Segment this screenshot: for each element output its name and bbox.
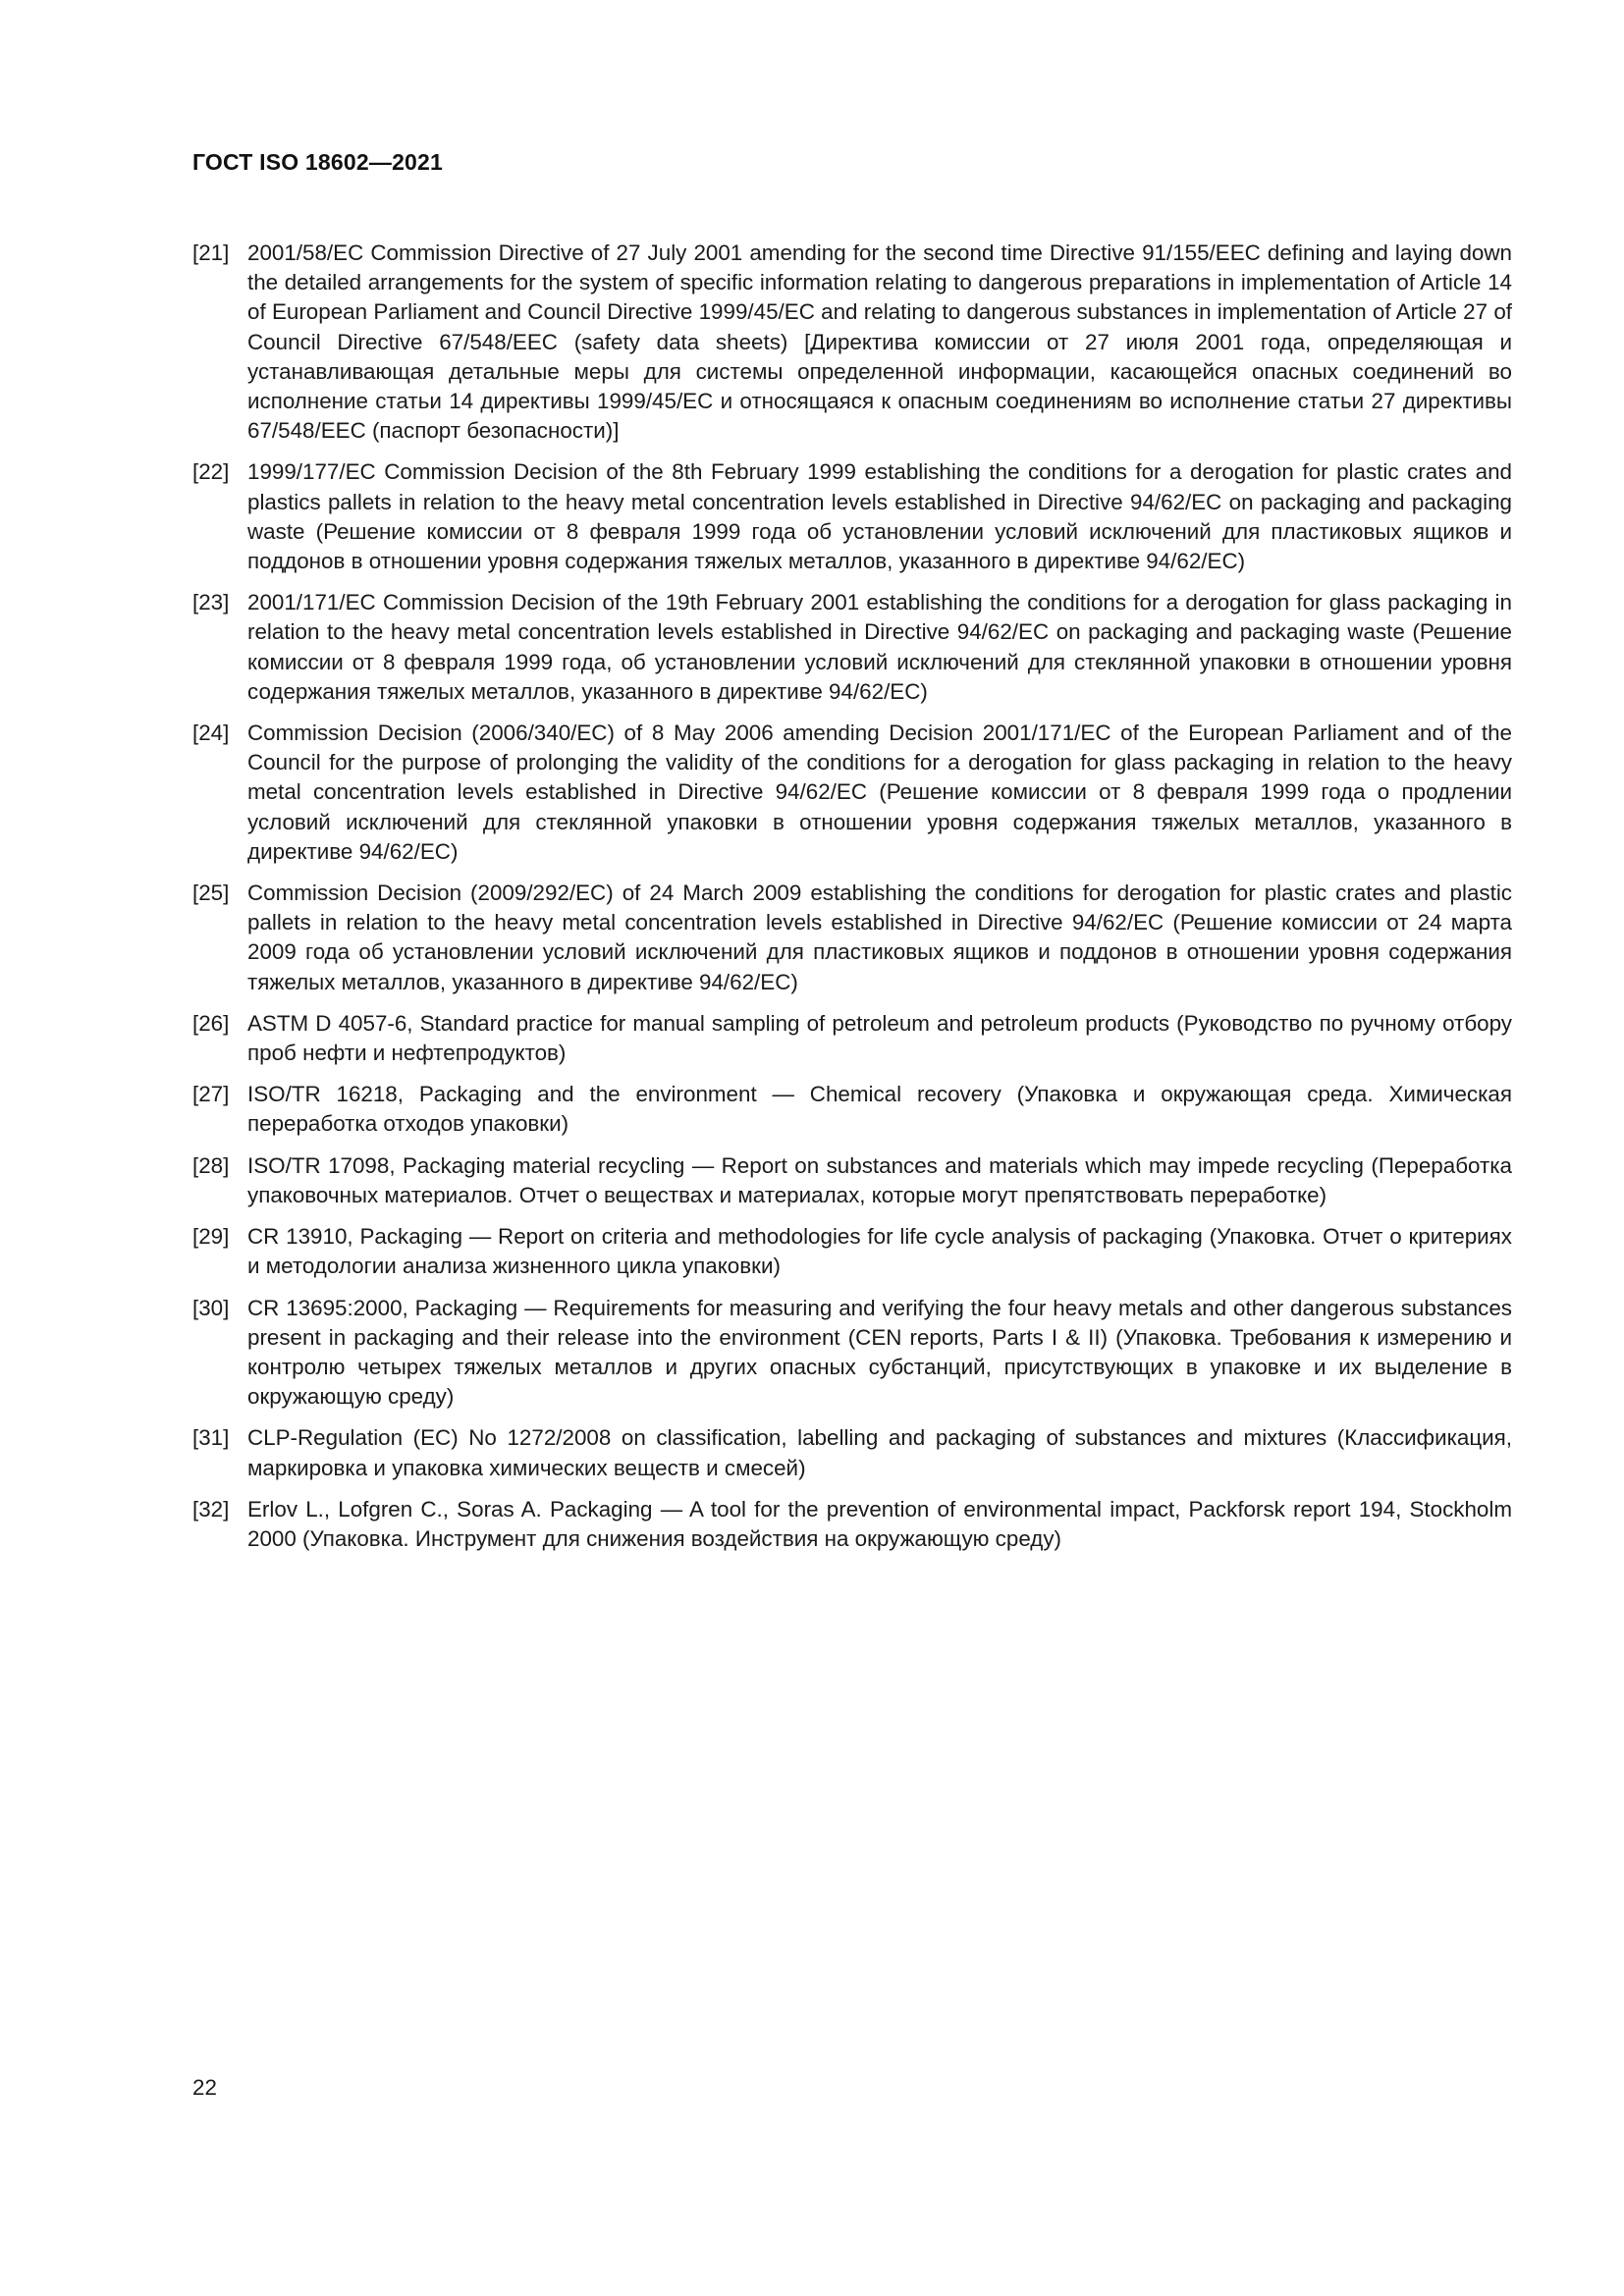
page-number: 22 [192, 2075, 217, 2100]
bibliography-entry-21 [192, 239, 1512, 446]
bibliography-entry-30 [192, 1294, 1512, 1413]
bibliography-entry-32 [192, 1495, 1512, 1554]
bibliography-entry-text: CR 13910, Packaging — Report on criteria and methodologies for life cycle analysis of packaging (Упаковка. Отчет о критериях и методологии анализа жизненного цикла упаковки) [247, 1224, 1512, 1279]
bibliography-entry-23 [192, 588, 1512, 707]
bibliography-entry-text: Erlov L., Lofgren C., Soras A. Packaging — A tool for the prevention of environmental impact, Packforsk report 194, Stockholm 2000 (Упаковка. Инструмент для снижения воздействия на окружающую среду) [247, 1496, 1512, 1551]
bibliography-entry-31 [192, 1423, 1512, 1482]
document-header-title: ГОСТ ISO 18602—2021 [192, 149, 444, 175]
bibliography-entry-text: CR 13695:2000, Packaging — Requirements for measuring and verifying the four heavy metals and other dangerous substances present in packaging and their release into the environment (CEN reports, Parts I & II) (Упаковка. Требования к измерению и контролю четырех тяжелых металлов и других опасных субстанций, присутствующих в упаковке и их выделение в окружающую среду) [247, 1295, 1512, 1410]
bibliography-entry-28 [192, 1151, 1512, 1210]
bibliography-entry-text: 1999/177/EC Commission Decision of the 8th February 1999 establishing the conditions for a derogation for plastic crates and plastics pallets in relation to the heavy metal concentration levels established in Directive 94/62/EC on packaging and packaging waste (Решение комиссии от 8 февраля 1999 года об установлении условий исключений для пластиковых ящиков и поддонов в отношении уровня содержания тяжелых металлов, указанного в директиве 94/62/EC) [247, 459, 1512, 574]
bibliography-entry-number: [24] [192, 721, 230, 746]
bibliography-entry-22 [192, 457, 1512, 576]
bibliography-entry-24 [192, 719, 1512, 867]
bibliography-entry-number: [29] [192, 1224, 230, 1250]
bibliography-entry-text: Commission Decision (2006/340/EC) of 8 May 2006 amending Decision 2001/171/EC of the European Parliament and of the Council for the purpose of prolonging the validity of the conditions for a derogation for glass packaging in relation to the heavy metal concentration levels established in Directive 94/62/EC (Решение комиссии от 8 февраля 1999 года о продлении условий исключений для стеклянной упаковки в отношении уровня содержания тяжелых металлов, указанного в директиве 94/62/EC) [247, 721, 1512, 864]
bibliography-entry-text: 2001/58/EC Commission Directive of 27 July 2001 amending for the second time Directive 91/155/EEC defining and laying down the detailed arrangements for the system of specific information relating to dangerous preparations in implementation of Article 14 of European Parliament and Council Directive 1999/45/EC and relating to dangerous substances in implementation of Article 27 of Council Directive 67/548/EEC (safety data sheets) [Директива комиссии от 27 июля 2001 года, определяющая и устанавливающая детальные меры для системы определенной информации, касающейся опасных соединений во исполнение статьи 14 директивы 1999/45/EC и относящаяся к опасным соединениям во исполнение статьи 27 директивы 67/548/EEC (паспорт безопасности)] [247, 240, 1512, 444]
bibliography-entry-number: [26] [192, 1010, 230, 1036]
bibliography-entry-number: [32] [192, 1496, 230, 1522]
bibliography-entry-text: Commission Decision (2009/292/EC) of 24 March 2009 establishing the conditions for derogation for plastic crates and plastic pallets in relation to the heavy metal concentration levels established in Directive 94/62/EC (Решение комиссии от 24 марта 2009 года об установлении условий исключений для пластиковых ящиков и поддонов в отношении уровня содержания тяжелых металлов, указанного в директиве 94/62/EC) [247, 881, 1512, 994]
bibliography-entry-text: ISO/TR 17098, Packaging material recycling — Report on substances and materials which may impede recycling (Переработка упаковочных материалов. Отчет о веществах и материалах, которые могут препятствовать переработке) [247, 1152, 1512, 1207]
bibliography-entry-29 [192, 1222, 1512, 1281]
bibliography-entry-number: [25] [192, 881, 230, 906]
bibliography-entry-number: [22] [192, 459, 230, 485]
bibliography-entry-number: [31] [192, 1425, 230, 1451]
bibliography-entry-number: [21] [192, 240, 230, 265]
bibliography-entry-text: ASTM D 4057-6, Standard practice for manual sampling of petroleum and petroleum products (Руководство по ручному отбору проб нефти и нефтепродуктов) [247, 1010, 1512, 1066]
bibliography-entry-25 [192, 879, 1512, 997]
bibliography-entry-number: [23] [192, 590, 230, 615]
bibliography-entry-text: CLP-Regulation (EC) No 1272/2008 on classification, labelling and packaging of substances and mixtures (Классификация, маркировка и упаковка химических веществ и смесей) [247, 1425, 1512, 1480]
bibliography-entry-text: 2001/171/EC Commission Decision of the 19th February 2001 establishing the conditions for a derogation for glass packaging in relation to the heavy metal concentration levels established in Directive 94/62/EC on packaging and packaging waste (Решение комиссии от 8 февраля 1999 года, об установлении условий исключений для стеклянной упаковки в отношении уровня содержания тяжелых металлов, указанного в директиве 94/62/EC) [247, 590, 1512, 704]
bibliography-entry-number: [30] [192, 1295, 230, 1320]
bibliography-list [192, 239, 1512, 1566]
bibliography-entry-number: [28] [192, 1152, 230, 1178]
bibliography-entry-text: ISO/TR 16218, Packaging and the environment — Chemical recovery (Упаковка и окружающая среда. Химическая переработка отходов упаковки) [247, 1082, 1512, 1137]
bibliography-entry-27 [192, 1080, 1512, 1139]
bibliography-entry-26 [192, 1009, 1512, 1068]
bibliography-entry-number: [27] [192, 1082, 230, 1107]
